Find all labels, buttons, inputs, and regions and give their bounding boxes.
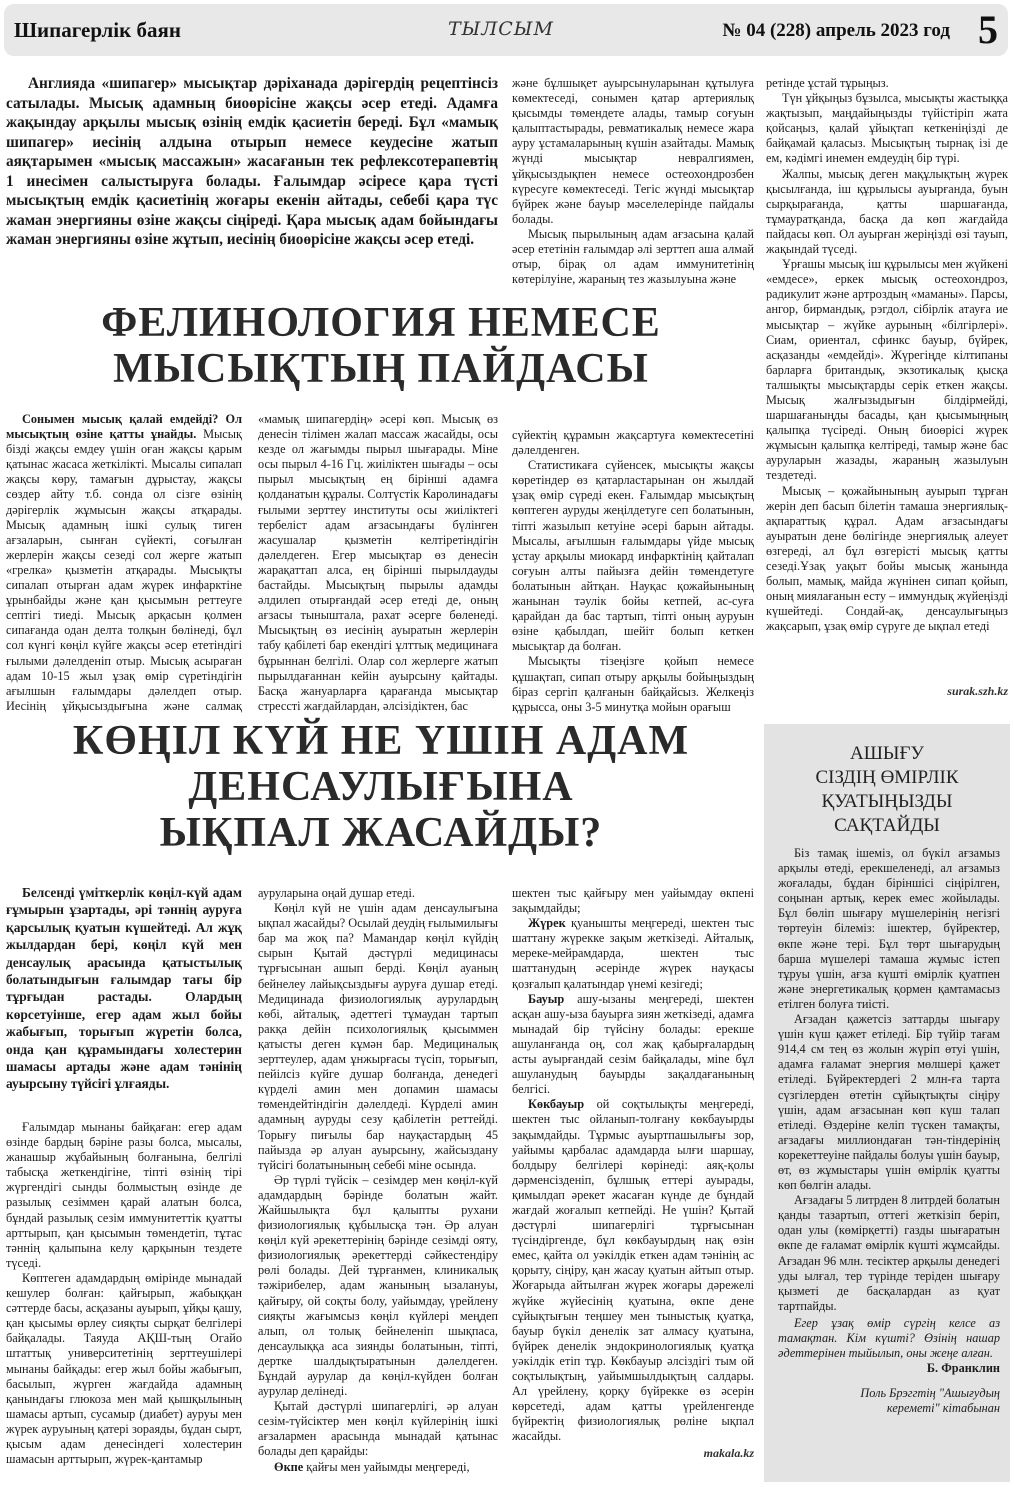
- newspaper-logo: ТЫЛСЫМ: [448, 18, 554, 40]
- sidebar-title-line: САҚТАЙДЫ: [834, 815, 940, 836]
- paragraph: Мысықты тізеңізге қойып немесе құшақтап, сипап отыру арқылы бойыңыздың біраз сергіп қалғанын байқайсыз. Желкеңіз құрысса, оны 3-5 минутқа мойын орағыш: [512, 654, 754, 714]
- paragraph: ашу-ызаны меңгереді, шектен асқан ашу-ыза бауырға зиян жеткізеді, адамға мынадай бір түйсіну болады: ерекше ашуланғанда оң, сол жақ қабырғалардың асты ауырғандай сезім байқалады, мine бұл ашуланудың бауырды зақалдағанының белгісі.: [512, 991, 754, 1097]
- paragraph: Ғалымдар мынаны байқаған: егер адам өзінде бардың бәріне разы болса, мысалы, жанашыр жұбайының болғанына, белгілі табысқа жеткендігіне, тіпті өзінің тірі жүргендігі сынды болмыстың өзінде де разылық сезіммен қарай алатын болса, бұндай разылық сезім иммунитеттік қуатты арттырып, қан қысымын төмендетіп, тұтас тәннің қалыпына келу қарқынын тездете түседі.: [6, 1120, 242, 1270]
- issue-info: № 04 (228) апрель 2023 год: [722, 20, 950, 41]
- article1-col2: [258, 412, 498, 714]
- sidebar-source: [778, 1386, 1000, 1416]
- source-line: кереметі" кітабынан: [886, 1401, 1000, 1416]
- paragraph: ой соқтылықты меңгереді, шектен тыс ойланып-толғану көкбауырды зақымдайды. Тұрмыс ауыртпашылығы зор, уайымы қарбалас адамдарда ылғи шаршау, болдыру белгілері көрінеді: аяқ-қолы дәрменсізденіп, бұлшық еттері ауырады, қимылдап әрекет жасаған күнде де бұндай жағдай жоғалып кетпейді. Не үшін? Қытай дәстүрлі шипагерлігі тұрғысынан түсіндіргенде, бұл көкбауырдың нақ өзін емес, қайта ол уәкілдік еткен адам тәнінің ас қорыту, сіңіру, қан жасау қуатын айтып отыр. Жоғарыда айтылған жүрек жоғары дәрежелі жүйке жүйесінің қуатына, өкпе дене сұйықтығын теңшеу мен тыныстық қуатқа, бауыр бүкіл денелік зат алмасу қуатына, бүйрек денелік эндокринологиялық қуатқа уәкілдік етіп тұр. Көкбауыр әлсіздігі тым ой соқтылықтың, уайымшылдықтың салдары. Ал үрейлену, қорқу бүйрекке өз әсерін көрсетеді, адам қатты үрейленгенде бүйректің физиологиялық рөліне ықпал жасайды.: [512, 1097, 754, 1444]
- sidebar-title-line: ҚУАТЫҢЫЗДЫ: [821, 791, 953, 812]
- organ-term: Бауыр: [528, 991, 565, 1006]
- sidebar-title: [764, 742, 1010, 838]
- paragraph: сүйектің құрамын жақсартуға көмектесетіні дәлелденген.: [512, 428, 754, 458]
- paragraph: Әр түрлі түйсік – сезімдер мен көңіл-күй адамдардың бәрінде болатын жайт. Жайшылықта бұл қалыпты рухани физиологиялық құбылысқа тән. Әр алуан көңіл күй әрекеттерінің бәрінде сезімді ояту, физиологиялық әрекеттерді сәйкестендіру рөлі болады. Дей тұрғанмен, клиникалық тәжірибелер, адам жанының ызалануы, қайғыру, ой соқты болу, уайымдау, үрейлену сияқты жағымсыз көңіл күйлері меңдеп алып, ол толық бейнеленіп шықпаса, денсаулыққа аса зиянды болатынын, тіпті, дертке шалдықтыратынын дәлелдеген. Бұндай аурулар да көңіл-күйден болған аурулар делінеді.: [258, 1172, 498, 1399]
- source-line: Поль Брэггтің "Ашығудың: [860, 1386, 1000, 1401]
- headline-line: ЫҚПАЛ ЖАСАЙДЫ?: [159, 810, 603, 856]
- article1-lead: Англияда «шипагер» мысықтар дәріханада дәрігердің рецептінсіз сатылады. Мысық адамның биоөрісіне жақсы әсер етеді. Адамға жақындау арқылы мысық өзінің емдік қасиетін береді. Бұл «мамық шипагер» иесінің алдына отырып немесе кеудесіне жатып аяқтарымен «мысық массажын» жасағанын тек рефлексотерапевтің 1 инесімен салыстыруға болады. Ғалымдар әсіресе қара түсті мысықтың емдік қасиетінің жоғары екенін айтады, себебі қара түс жаман энергияны өзіне жақсы сіңіреді. Қара мысық адам бойындағы жаман энергияны өзіне жұтып, иесінің биоөрісіне жақсы әсер етеді.: [6, 75, 498, 248]
- article1-col1: [6, 412, 242, 714]
- paragraph: Біз тамақ ішеміз, ол бүкіл ағзамыз арқылы өтеді, ерекшеленеді, ал ағзамыз жоғалады, бұдан біріншісі сіңірілген, соңынан артық, керек емес жойылады. Бұл бөліп шығару мүшелерінің негізгі төртеуін білеміз: ішектер, бүйректер, өкпе және тері. Бұл төрт шығарудың барша мүшелері тамаша жұмыс істеп тұруы үшін, ағза күшті өмірлік қуатпен және энергетикалық қормен қамтамасыз етілген болуға тиісті.: [778, 846, 1000, 1011]
- paragraph: Ағзадан қажетсіз заттарды шығару үшін күш қажет етіледі. Бір түйір тағам 914,4 см тең өз жолын жүріп өтуі үшін, адамға ғаламат энергия мөлшері қажет етіледі. Бүйректердегі 2 млн-ға тарта сүзгілерден өтетін сұйықтықты сіңіру үшін, адам ағзасынан көп күш талап етіледі. Өздеріне келіп түскен тамақты, ағзадағы миллиондаған тән-тіндерінің корекеттеуіне пайдалы болуы үшін бауыр, өт, өз жұмыстары үшін өмірлік қуатты көп бөлгін алады.: [778, 1012, 1000, 1193]
- sidebar-title-line: АШЫҒУ: [850, 743, 924, 764]
- sidebar-body: [778, 846, 1000, 1416]
- page-number: 5: [978, 7, 998, 52]
- headline-line: ФЕЛИНОЛОГИЯ НЕМЕСЕ: [101, 300, 661, 346]
- article1-col4: [766, 76, 1008, 674]
- paragraph: Көңіл күй не үшін адам денсаулығына ықпал жасайды? Осылай деудің ғылымилығы бар ма жоқ па? Мамандар көңіл күйдің сырын Қытай дәстүрлі медицинасы тұрғысынан ашып берді. Көңіл ауаның бейнелеу лайықсыздығы ауруға душар етеді. Медицинада физиологиялық аурулардың көбі, айталық, әдеттегі тұмаудан тартып ракқа дейін психологиялық қысыммен қатысты деген кұмән бар. Медициналық зерттеулер, адам ұнжырғасы түсіп, торығып, пейілсіз күйге душар болғанда, денедегі күрделі амин мен допамин шамасы төмендейтіндігін дәлелдеді. Күрделі амин адамның ауруды сезу қабілетін реттейді. Торығу пиғылы бар науқастардың 45 пайызда әр алуан ауырсыну, жайсыздану түйсігі болатынының себебі міне осында.: [258, 901, 498, 1172]
- paragraph: «мамық шипагердің» әсері көп. Мысық өз денесін тілімен жалап массаж жасайды, осы кезде ол жағымды пырыл шығарады. Міне осы пырыл 4-16 Гц. жиіліктен шығады – осы пырыл мысықтың ең бірінші адамға қолданатын құралы. Солтүстік Каролинадағы ғылыми зерттеу институты осы жиіліктегі тербеліст адам ағзасындағы бүлінген жасушалар қызметін келтіретіндігін дәлелдеген. Егер мысықтар өз денесін жарақаттап алса, ең бірінші пырылдауды бастайды. Мысықтың пырылы адамды әлдилеп отырғандай әсер етеді де, оның ағзасы тыныштала, рахат әсерге бөленеді. Мысықтың өз иесінің ауыратын жерлерін табу қабілеті бар екендігі ұлттық медицинаға бұрыннан белгілі. Олар сол жерлерге жатып пырылдағаннан кейін ауырсыну қайтады. Басқа жануарларға қарағанда мысықтар стрессті жағдайлардан, әлсізідіктен, бас: [258, 412, 498, 713]
- paragraph: шектен тыс қайғыру мен уайымдау өкпені зақымдайды;: [512, 886, 754, 916]
- paragraph: Мысық пырылының адам ағзасына қалай әсер ететінін ғалымдар әлі зерттеп аша алмай отыр, бірақ ол адам иммунитетінің көтерілуіне, жараның тез жазылуына және: [512, 226, 754, 287]
- article1-source: surak.szh.kz: [947, 684, 1008, 698]
- paragraph: қайғы мен уайымды меңгереді,: [303, 1459, 470, 1474]
- organ-term: Өкпе: [274, 1459, 304, 1474]
- bold-intro: Сонымен мысық қалай емдейді? Ол мысықтың өзіне қатты ұнайды.: [6, 412, 242, 442]
- paragraph: ретінде ұстай тұрыңыз.: [766, 76, 889, 90]
- page-header: [4, 4, 1008, 56]
- article1-top-col3: [512, 76, 754, 288]
- sidebar-quote: Егер ұзақ өмір сүргің келсе аз тамақтан. Кім күшті? Өзінің нашар әдеттерінен тыйылып, оны жеңе алған.: [778, 1315, 1000, 1361]
- article2-col1: [6, 1120, 242, 1482]
- paragraph: қуанышты меңгереді, шектен тыс шаттану жүрекке зақым жеткізеді. Айталық, мереке-мейрамдарда, шектен тыс шаттанудың әсерінде жүрек науқасы қозғалып қалатындар үнемі кезігеді;: [512, 916, 754, 991]
- organ-term: Жүрек: [528, 916, 566, 931]
- paragraph: Көптеген адамдардың өмірінде мынадай кешулер болған: қайғырып, жабыққан сәттерде басы, асқазаны ауырып, ұйқы қашу, қан қысымы өрлеу сияқты сырқат белгілері байқалады. Таяуда АҚШ-тың Огайо штаттық университетінің зерттеушілері мынаны байқады: егер жыл бойы жабығып, басылып, жүрген жағдайда адамның қанындағы глюкоза мен май қышқылының шамасы артып, сусамыр (диабет) ауруы мен жүрек ауруының қатері зораяды, бұдан сырт, қысым адам денесіндегі холестерин шамасын арттырып, жүрек-қантамыр: [6, 1270, 242, 1467]
- section-title: Шипагерлік баян: [14, 18, 181, 42]
- paragraph: ауруларына оңай душар етеді.: [258, 886, 415, 900]
- paragraph: Ағзадағы 5 литрден 8 литрдей болатын қанды тазартып, оттегі жеткізіп беріп, одан улы (көмірқетті) газды шығаратын өкпе де ғаламат өмірлік күшті жұмсайды. Ағзадан 96 млн. тесіктер арқылы денедегі уды ылғал, тер түрінде теріден шығару қызметі де басқалардан аз қуат тартпайды.: [778, 1193, 1000, 1313]
- article2-lead: [6, 884, 242, 1120]
- organ-term: Көкбауыр: [528, 1097, 585, 1112]
- headline-line: КӨҢІЛ КҮЙ НЕ ҮШІН АДАМ: [72, 718, 690, 764]
- article2-col3: [512, 886, 754, 1446]
- article2-col2: [258, 886, 498, 1482]
- paragraph: және бұлшықет ауырсынуларынан құтылуға көмектеседі, сонымен қатар артериялық қысымды төмендете алады, тамыр соғуын қалыптастырады, ревматикалық немесе жара ауру ұстамаларының күшін азайтады. Мамық жүнді мысықтар невралгиямен, ұйқысыздықпен немесе остеохондрозбен күресуге көмектеседі. Тегіс жүнді мысықтар бүйрек және бауыр мәселелерінде пайдалы болады.: [512, 76, 754, 226]
- paragraph: Жалпы, мысық деген мақұлықтың жүрек қысылғанда, іш құрылысы ауырғанда, буын сырқырағанда, қатты шаршағанда, тұмауратқанда, басқа да көп жағдайда пайдасы көп. Ол ауырған жеріңізді өзі тауып, жақындай түседі.: [766, 166, 1008, 257]
- paragraph: Ұрғашы мысық іш құрылысы мен жүйкені «емдесе», еркек мысық остеохондроз, радикулит және артроздың «маманы». Парсы, ангор, бирмандық, рэгдол, сібірлік атауға ие мысықтар – жүйке аурының «білгірлері». Сиам, ориентал, сфинкс бауыр, бүйрек, асқазанды «емдейді». Жүрегіңде кілтипаны барларға британдық, экзотикалық қысқа талшықты мысықтарды серік еткен жақсы. Мысық жалғызыдығын білдірмейді, шаршағаныңды басады, қан қысымыңның қалыпқа түсіреді. Оның биоөрісі жүрек жұмысын қалыпқа келтіреді, тамыр және бас ауруларын жазады, жараның жазылуын тездетеді.: [766, 257, 1008, 483]
- article1-headline: [6, 300, 756, 392]
- sidebar-title-line: СІЗДІҢ ӨМІРЛІК: [815, 767, 959, 788]
- article2-headline: [6, 718, 756, 856]
- paragraph: Мысық – қожайынының ауырып тұрған жерін деп басып білетін тамаша энергиялық-ақпараттық құрал. Адам ағзасындағы ауыратын дене бөлігінде энергиялық алеует өзгереді, ал бұл өзгерісті мысық қатты сезеді.Ұзақ уақыт бойы мысық жанында болып, мамық, майда жүнінен сипап қойып, оның миялағанын есту – иммундық жүйеңізді күшейтеді. Сондай-ақ, денсаулығыңыз жақсарып, ұзақ өмір сүруге де ықпал етеді: [766, 483, 1008, 634]
- paragraph: Белсенді үміткерлік көңіл-күй адам ғұмырын ұзартады, әрі тәннің ауруға қарсылық қуатын күшейтеді. Ал жұқ жылдардан бері, көңіл күй мен денсаулық арасында қатыстылық болатындығын ғалымдар тағы бір тұрғыдан растады. Олардың көрсетуінше, егер адам жыл бойы жабығып, торығып жүретін болса, онда қан құрамындағы холестерин шамасы артады және адам тәнінің ауырсыну түйсігі ұлғаяды.: [6, 885, 242, 1092]
- sidebar-box: [764, 724, 1010, 1482]
- paragraph: Түн ұйқыңыз бұзылса, мысықты жастыққа жақтызып, маңдайыңызды түйістіріп жата қойсаңыз, қалай ұйықтап кеткеніңізді де байқамай қаласыз. Мысықтың тырнақ ізі де ем, кәдімгі инемен емдеудің бір түрі.: [766, 91, 1008, 166]
- headline-line: МЫСЫҚТЫҢ ПАЙДАСЫ: [113, 346, 649, 392]
- article1-col3: [512, 428, 754, 714]
- paragraph: Мысық бізді жақсы емдеу үшін оған жақсы қарым қатынас жасаса жеткілікті. Мысалы сипалап жақсы көру, тамағын дұрыстау, жақсы сөздер айту т.б. сонда ол сізге өзінің дәрігерлік жұмысын жақсы атқарады. Мысық адамның ішкі сулық тиген ағзаларын, сынған сүйекті, соғылған жерлерін жақсы сезеді сол жерге жатып «грелка» қызметін атқарады. Мысықты сипалап отырған адам жүрек инфарктіне ұрынбайды және қан қысымын реттеуге септігі тиеді. Мысық арқасын қолмен сипағанда одан делта толқын бөлінеді, бұл сол күнгі көңіл күйге жақсы әсер ететіндігі ғылыми дәлелденіп отыр. Мысық асыраған адам 10-15 жыл ұзақ өмір сүретіндігін ағылшын ғалымдары дәлелдеп отыр. Иесінің ұйқысыздығына және салмақ: [6, 427, 242, 713]
- headline-line: ДЕНСАУЛЫҒЫНА: [188, 764, 574, 810]
- quote-author: Б. Франклин: [926, 1361, 1000, 1376]
- article2-source: makala.kz: [703, 1446, 754, 1460]
- paragraph: Қытай дәстүрлі шипагерлігі, әр алуан сезім-түйсіктер мен көңіл күйлерінің ішкі ағзалармен арасында мынадай қатынас болады деп қарайды:: [258, 1399, 498, 1459]
- paragraph: Статистикаға сүйенсек, мысықты жақсы көретіндер өз қатарластарынан он жылдай ұзақ өмір сүреді екен. Ғалымдар мысықтың көптеген ауруды жеңілдетуге сеп болатынын, тіпті жазылып кетуіне әсері барын айтады. Мысалы, ағылшын ғалымдары үйде мысық ұстау арқылы миокард инфарктінің қайталап соғуын алты пайызға дейін төмендетуге болатынын айтқан. Науқас қожайынының жанынан тәулік бойы кетпей, ас-суға қарайдан да бас тартып, тіпті оның ауруын өзіне қабылдап, шейіт болып кеткен мысықтар да болған.: [512, 458, 754, 654]
